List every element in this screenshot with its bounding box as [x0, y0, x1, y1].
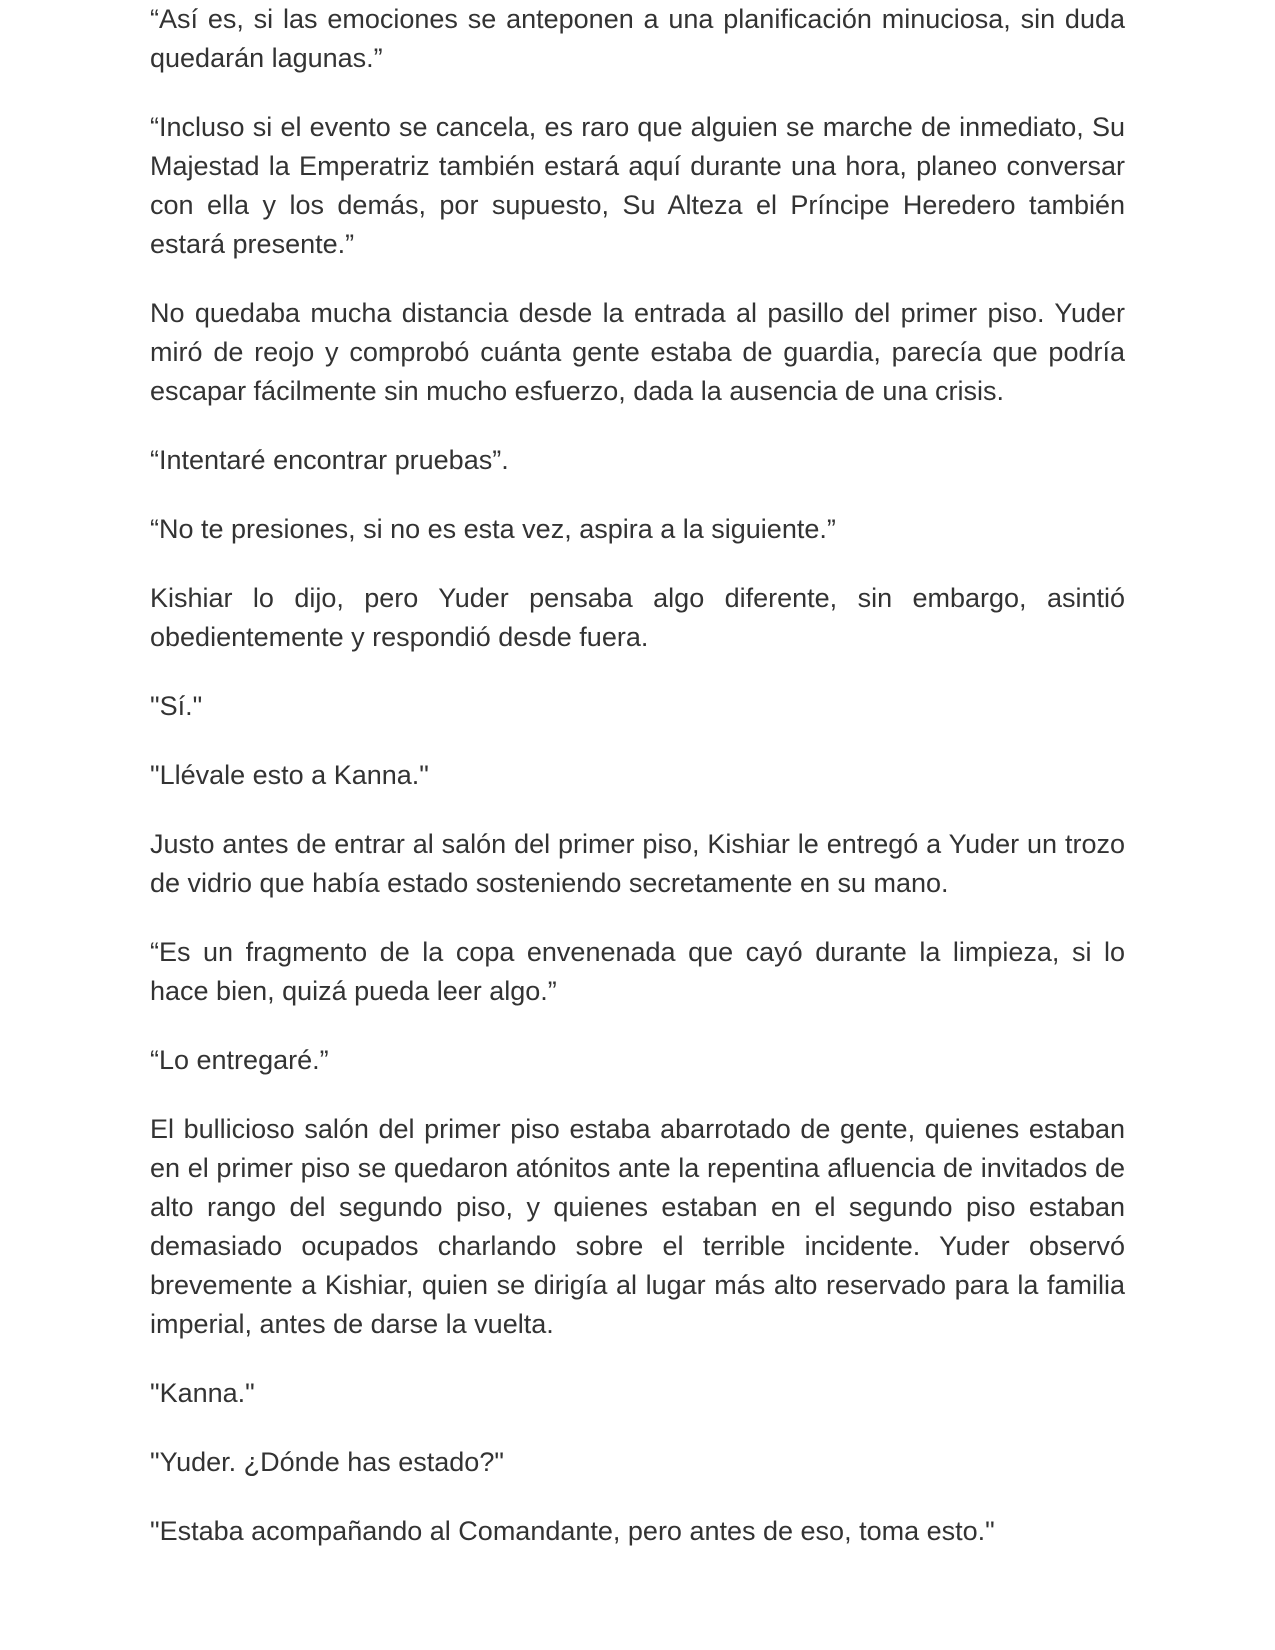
- paragraph-8: "Llévale esto a Kanna.": [150, 760, 429, 790]
- paragraph-15: "Estaba acompañando al Comandante, pero antes de eso, toma esto.": [150, 1516, 995, 1546]
- paragraph-9: Justo antes de entrar al salón del primer piso, Kishiar le entregó a Yuder un trozo de vidrio que había estado sosteniendo secretamente en su mano.: [150, 829, 1125, 898]
- paragraph-11: “Lo entregaré.”: [150, 1045, 329, 1075]
- paragraph-7: "Sí.": [150, 691, 203, 721]
- paragraph-10: “Es un fragmento de la copa envenenada que cayó durante la limpieza, si lo hace bien, quizá pueda leer algo.”: [150, 937, 1125, 1006]
- paragraph-4: “Intentaré encontrar pruebas”.: [150, 445, 509, 475]
- paragraph-1: “Así es, si las emociones se anteponen a una planificación minuciosa, sin duda quedarán lagunas.”: [150, 4, 1125, 73]
- paragraph-3: No quedaba mucha distancia desde la entrada al pasillo del primer piso. Yuder miró de reojo y comprobó cuánta gente estaba de guardia, parecía que podría escapar fácilmente sin mucho esfuerzo, dada la ausencia de una crisis.: [150, 298, 1125, 406]
- paragraph-6: Kishiar lo dijo, pero Yuder pensaba algo diferente, sin embargo, asintió obedientemente y respondió desde fuera.: [150, 583, 1125, 652]
- document-body: [150, 0, 1125, 1581]
- paragraph-14: "Yuder. ¿Dónde has estado?": [150, 1447, 504, 1477]
- paragraph-5: “No te presiones, si no es esta vez, aspira a la siguiente.”: [150, 514, 836, 544]
- paragraph-12: El bullicioso salón del primer piso estaba abarrotado de gente, quienes estaban en el primer piso se quedaron atónitos ante la repentina afluencia de invitados de alto rango del segundo piso, y quienes estaban en el segundo piso estaban demasiado ocupados charlando sobre el terrible incidente. Yuder observó brevemente a Kishiar, quien se dirigía al lugar más alto reservado para la familia imperial, antes de darse la vuelta.: [150, 1114, 1125, 1339]
- paragraph-13: "Kanna.": [150, 1378, 255, 1408]
- paragraph-2: “Incluso si el evento se cancela, es raro que alguien se marche de inmediato, Su Majestad la Emperatriz también estará aquí durante una hora, planeo conversar con ella y los demás, por supuesto, Su Alteza el Príncipe Heredero también estará presente.”: [150, 112, 1125, 259]
